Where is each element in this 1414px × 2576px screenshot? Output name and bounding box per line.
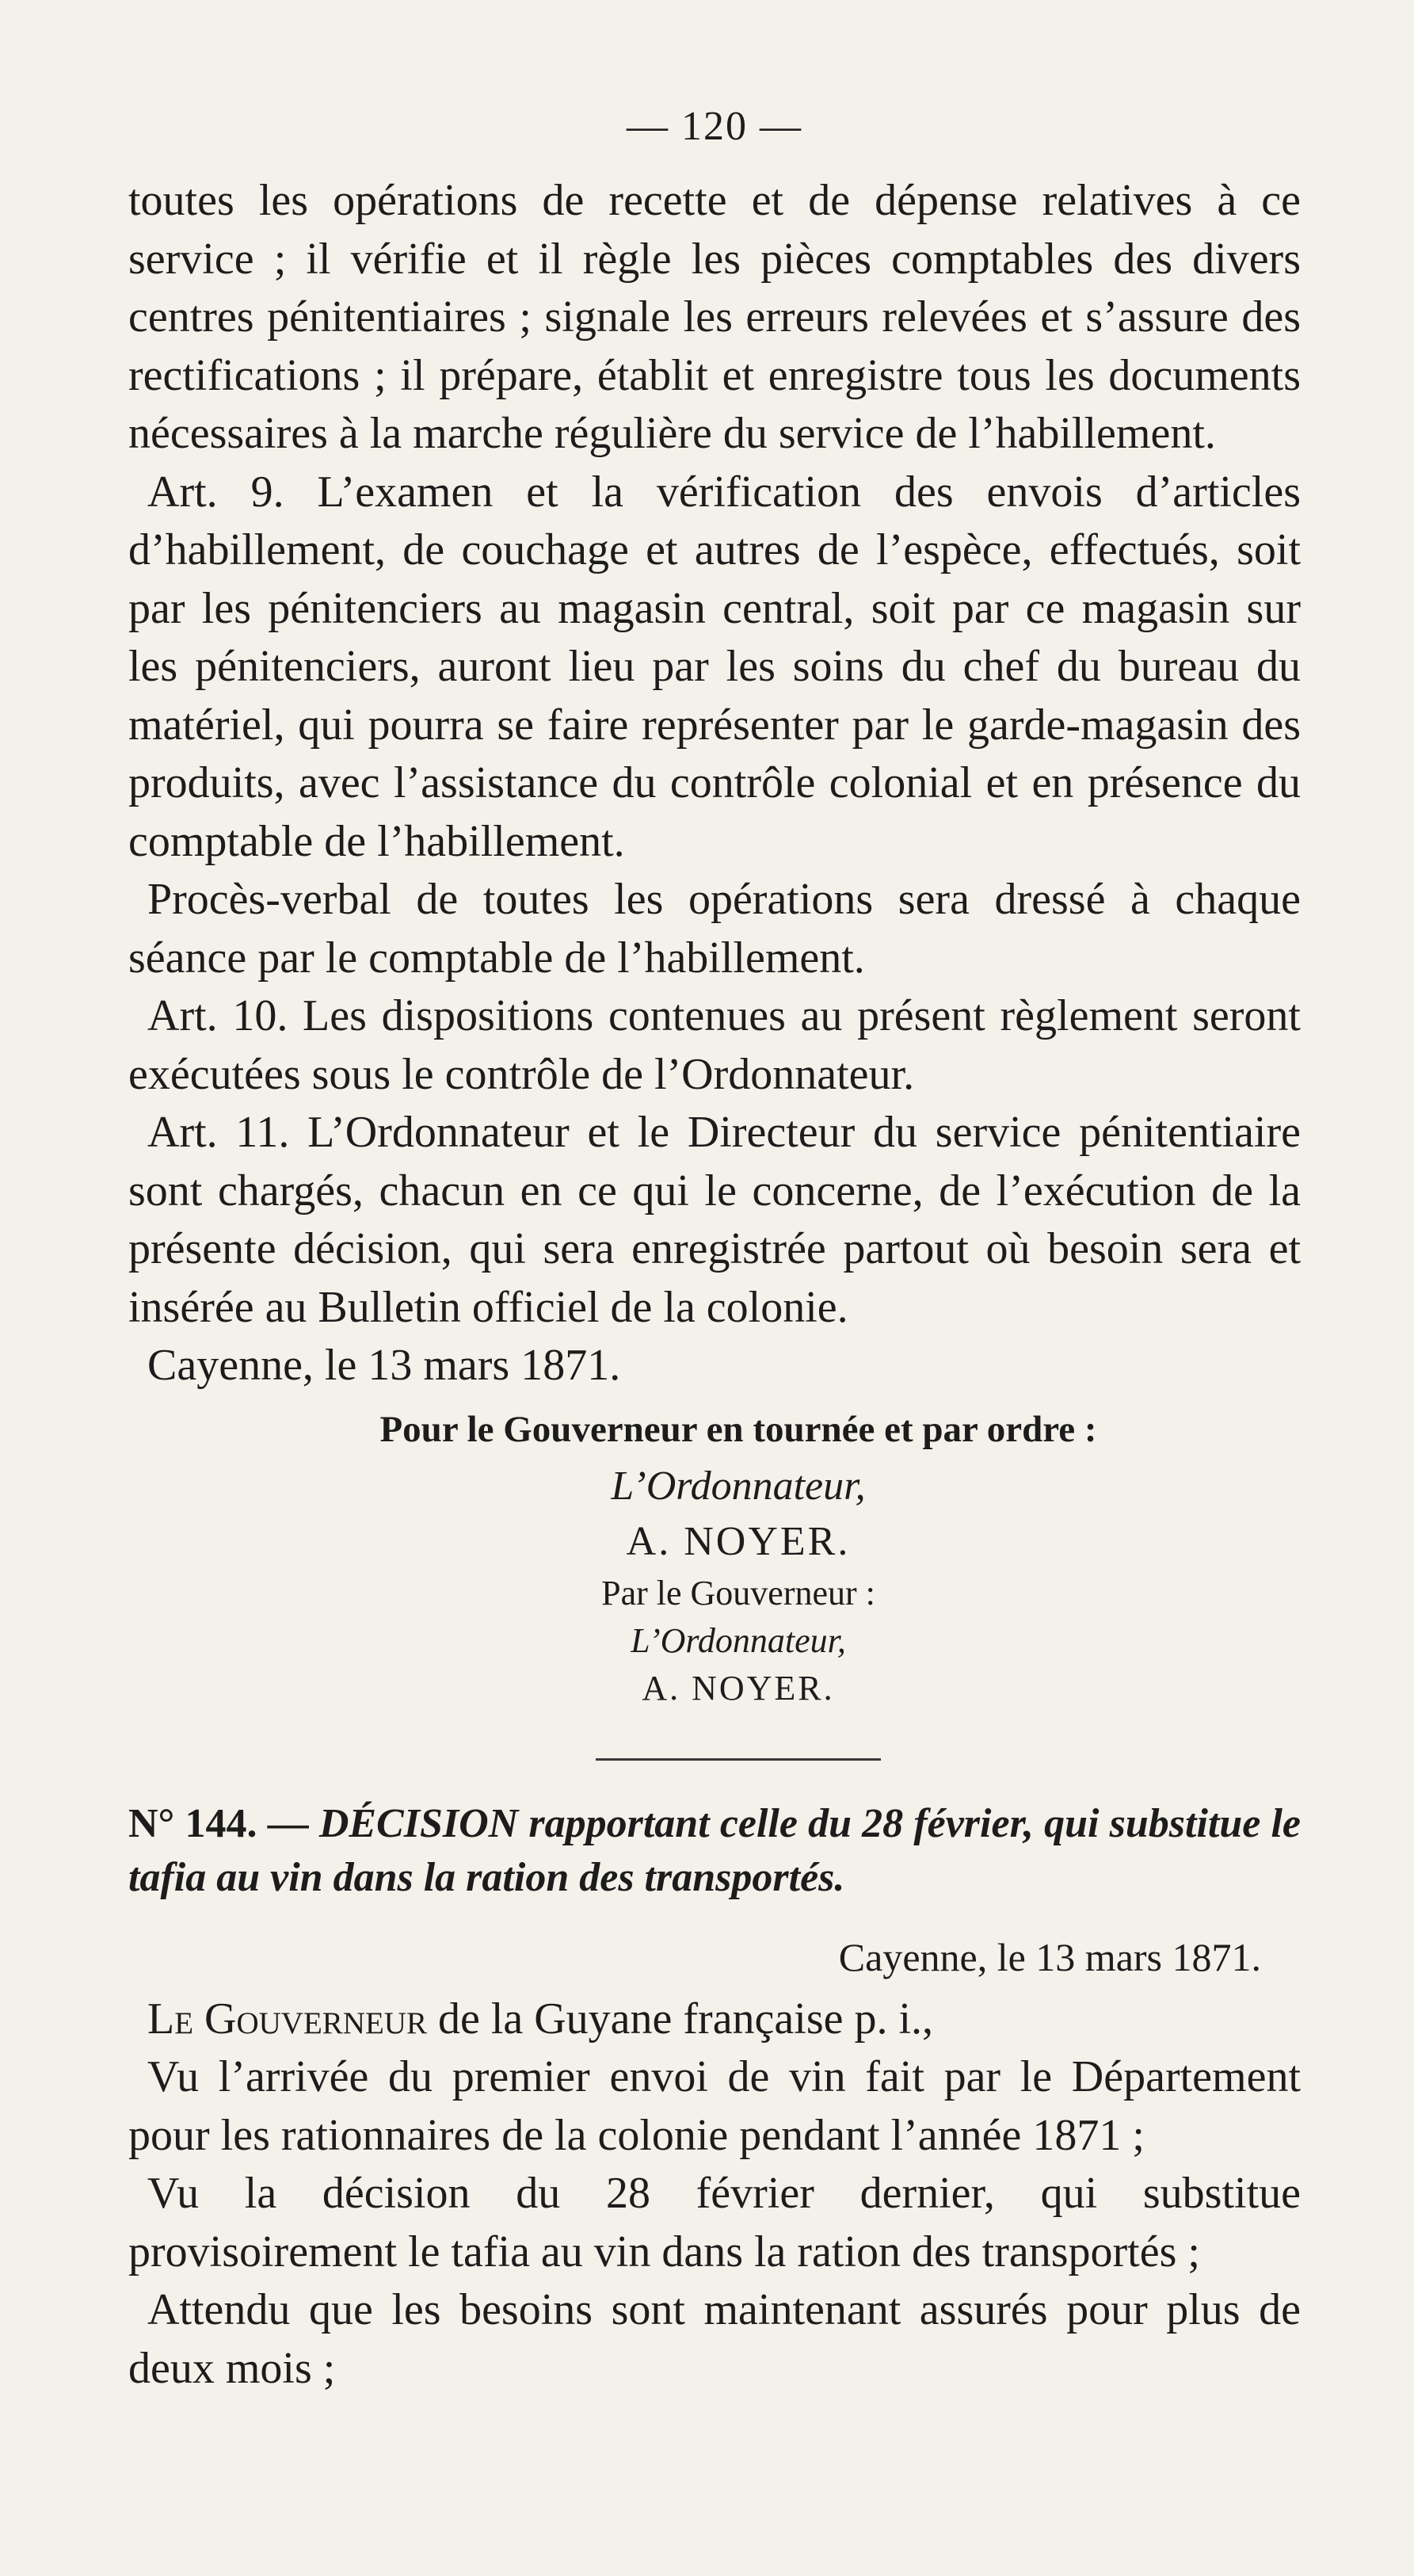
signature-line-3: A. NOYER.: [626, 1518, 851, 1564]
closing-date: Cayenne, le 13 mars 1871.: [147, 1341, 621, 1390]
paragraph-article-10: Art. 10. Les dispositions contenues au présent règlement seront exécutées sous le contrôle de l’Ordonnateur.: [128, 991, 1301, 1099]
paragraph-article-11: Art. 11. L’Ordonnateur et le Directeur du service pénitentiaire sont chargés, chacun en ce qui le concerne, de l’exécution de la présente décision, qui sera enregistrée partout où besoin sera et insérée au Bulletin officiel de la colonie.: [128, 1108, 1301, 1332]
signature-line-5: L’Ordonnateur,: [631, 1620, 846, 1660]
consideration-3: Attendu que les besoins sont maintenant assurés pour plus de deux mois ;: [128, 2285, 1301, 2393]
decision-heading: [128, 1797, 1301, 1905]
consideration-2: Vu la décision du 28 février dernier, qui substitue provisoirement le tafia au vin dans la ration des transportés ;: [128, 2169, 1301, 2276]
decision-dateline: Cayenne, le 13 mars 1871.: [838, 1934, 1261, 1979]
consideration-1: Vu l’arrivée du premier envoi de vin fait par le Département pour les rationnaires de la colonie pendant l’année 1871 ;: [128, 2052, 1301, 2160]
opening-rest: de la Guyane française p. i.,: [437, 1994, 934, 2044]
signature-block: [128, 1400, 1301, 1712]
signature-line-4: Par le Gouverneur :: [601, 1573, 875, 1612]
decision-number: N° 144. —: [128, 1800, 309, 1846]
paragraph-continuation: toutes les opérations de recette et de dépense relatives à ce service ; il vérifie et il règle les pièces comptables des divers centres pénitentiaires ; signale les erreurs relevées et s’assure des rectifications ; il prépare, établit et enregistre tous les documents nécessaires à la marche régulière du service de l’habillement.: [128, 176, 1301, 458]
signature-line-6: A. NOYER.: [642, 1668, 835, 1708]
signature-line-1: Pour le Gouverneur en tournée et par ordre :: [379, 1408, 1097, 1450]
opening-smallcaps: Le Gouverneur: [147, 1994, 427, 2044]
decision-title-rest: rapportant celle du 28 février, qui substitue le tafia au vin dans la ration des transportés.: [128, 1800, 1302, 1900]
decision-opening: [128, 1990, 1301, 2049]
section-divider: [596, 1758, 881, 1761]
paragraph-article-9: Art. 9. L’examen et la vérification des envois d’articles d’habillement, de couchage et autres de l’espèce, effectués, soit par les pénitenciers au magasin central, soit par ce magasin sur les pénitenciers, auront lieu par les soins du chef du bureau du matériel, qui pourra se faire représenter par le garde-magasin des produits, avec l’assistance du contrôle colonial et en présence du comptable de l’habillement.: [128, 467, 1301, 866]
document-page: [128, 103, 1301, 2398]
paragraph-proces-verbal: Procès-verbal de toutes les opérations sera dressé à chaque séance par le comptable de l’habillement.: [128, 875, 1301, 983]
signature-line-2: L’Ordonnateur,: [611, 1463, 866, 1509]
decision-title-word: DÉCISION: [318, 1800, 519, 1846]
page-number: — 120 —: [627, 104, 802, 149]
